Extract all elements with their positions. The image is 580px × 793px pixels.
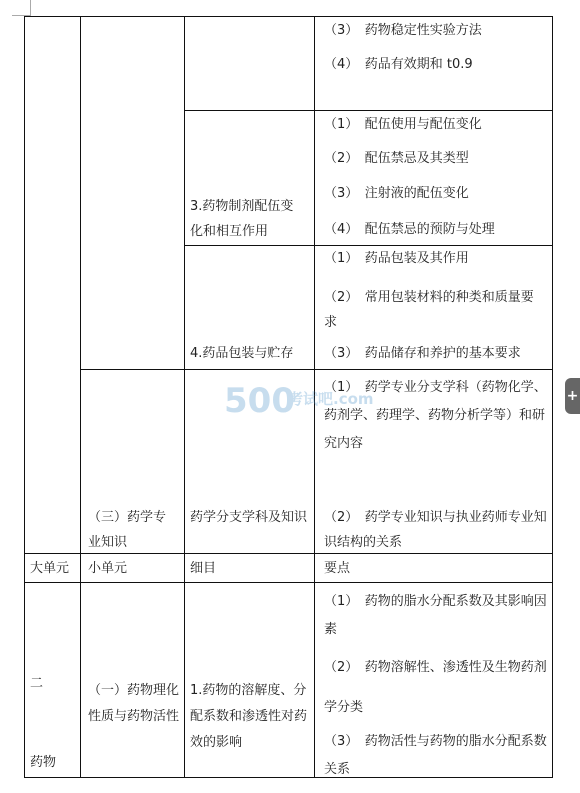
detail-text: 1.药物的溶解度、分配系数和渗透性对药效的影响 (190, 683, 308, 750)
point-text: （3） 药物稳定性实验方法 (324, 23, 482, 38)
point-text: （2） 药学专业知识与执业药师专业知识结构的关系 (324, 510, 547, 550)
point-text: （3） 注射液的配伍变化 (324, 186, 469, 201)
detail-text: 药学分支学科及知识 (190, 510, 308, 525)
point-text: （2） 常用包装材料的种类和质量要求 (324, 290, 534, 330)
header-subunit: 小单元 (88, 561, 128, 576)
subunit-text: （一）药物理化性质与药物活性 (88, 683, 180, 724)
table-border-right (552, 16, 553, 778)
watermark-logo (224, 378, 374, 423)
unit-text: 二 (30, 676, 44, 691)
point-text: （1） 药物的脂水分配系数及其影响因素 (324, 594, 547, 637)
point-text: （1） 配伍使用与配伍变化 (324, 117, 482, 132)
side-scroll-tab[interactable] (565, 378, 580, 414)
point-text: （4） 药品有效期和 t0.9 (324, 57, 473, 72)
point-text: （4） 配伍禁忌的预防与处理 (324, 222, 495, 237)
point-text: （3） 药物活性与药物的脂水分配系数关系 (324, 734, 547, 777)
point-text: （1） 药品包装及其作用 (324, 251, 469, 266)
row-divider (184, 245, 553, 246)
detail-text: 3.药物制剂配伍变化和相互作用 (190, 199, 294, 239)
point-text: （2） 药物溶解性、渗透性及生物药剂学分类 (324, 660, 547, 715)
subunit-text: （三）药学专业知识 (88, 510, 167, 550)
point-text: （2） 配伍禁忌及其类型 (324, 151, 469, 166)
unit-text: 药物 (30, 755, 57, 770)
header-detail: 细目 (190, 561, 217, 576)
column-divider (80, 16, 81, 778)
table-border-left (24, 16, 25, 778)
row-divider (24, 16, 553, 17)
watermark-number: 500 (224, 381, 295, 421)
detail-text: 4.药品包装与贮存 (190, 346, 294, 361)
plus-icon: + (566, 388, 579, 404)
watermark-text: 考试吧.com (288, 390, 374, 408)
header-points: 要点 (324, 561, 351, 576)
column-divider (184, 16, 185, 778)
row-divider (184, 110, 553, 111)
row-divider (80, 369, 553, 370)
row-divider (24, 582, 553, 583)
header-unit: 大单元 (30, 561, 70, 576)
point-text: （3） 药品储存和养护的基本要求 (324, 346, 521, 361)
point-text: （1） 药学专业分支学科（药物化学、药剂学、药理学、药物分析学等）和研究内容 (324, 380, 547, 451)
